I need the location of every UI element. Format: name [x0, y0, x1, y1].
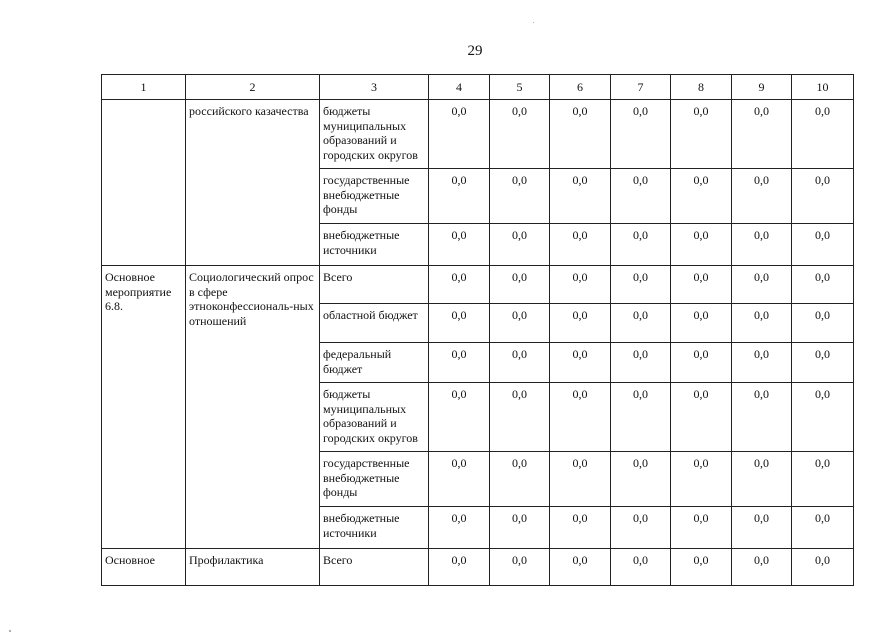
value-cell: 0,0 — [732, 452, 792, 507]
value-cell: 0,0 — [732, 383, 792, 452]
value-cell: 0,0 — [550, 343, 611, 383]
value-cell: 0,0 — [671, 304, 732, 343]
source-cell: Всего — [320, 266, 429, 304]
value-cell: 0,0 — [550, 266, 611, 304]
value-cell: 0,0 — [732, 169, 792, 224]
scan-speck — [533, 22, 534, 23]
value-cell: 0,0 — [671, 507, 732, 549]
value-cell: 0,0 — [732, 343, 792, 383]
header-cell: 6 — [550, 75, 611, 100]
value-cell: 0,0 — [671, 452, 732, 507]
value-cell: 0,0 — [611, 304, 671, 343]
source-cell: бюджеты муниципальных образований и городских округов — [320, 100, 429, 169]
value-cell: 0,0 — [550, 383, 611, 452]
value-cell: 0,0 — [671, 383, 732, 452]
header-cell: 2 — [186, 75, 320, 100]
value-cell: 0,0 — [611, 343, 671, 383]
value-cell: 0,0 — [429, 343, 490, 383]
table-row — [102, 266, 854, 304]
source-cell: федеральный бюджет — [320, 343, 429, 383]
value-cell: 0,0 — [550, 507, 611, 549]
value-cell: 0,0 — [550, 304, 611, 343]
page-number: 29 — [467, 43, 483, 59]
value-cell: 0,0 — [671, 266, 732, 304]
value-cell: 0,0 — [429, 507, 490, 549]
value-cell: 0,0 — [671, 224, 732, 266]
header-cell: 3 — [320, 75, 429, 100]
value-cell: 0,0 — [611, 100, 671, 169]
value-cell: 0,0 — [792, 224, 854, 266]
budget-table — [101, 74, 854, 586]
value-cell: 0,0 — [671, 549, 732, 586]
value-cell: 0,0 — [490, 507, 550, 549]
value-cell: 0,0 — [429, 304, 490, 343]
value-cell: 0,0 — [732, 224, 792, 266]
value-cell: 0,0 — [792, 266, 854, 304]
value-cell: 0,0 — [550, 169, 611, 224]
source-cell: внебюджетные источники — [320, 507, 429, 549]
header-row — [102, 75, 854, 100]
value-cell: 0,0 — [792, 549, 854, 586]
header-cell: 5 — [490, 75, 550, 100]
activity-name-cell: Профилактика — [186, 549, 320, 586]
value-cell: 0,0 — [429, 224, 490, 266]
header-cell: 9 — [732, 75, 792, 100]
source-cell: внебюджетные источники — [320, 224, 429, 266]
header-cell: 7 — [611, 75, 671, 100]
value-cell: 0,0 — [490, 224, 550, 266]
header-cell: 10 — [792, 75, 854, 100]
source-cell: областной бюджет — [320, 304, 429, 343]
value-cell: 0,0 — [429, 100, 490, 169]
value-cell: 0,0 — [792, 343, 854, 383]
value-cell: 0,0 — [792, 507, 854, 549]
value-cell: 0,0 — [550, 549, 611, 586]
value-cell: 0,0 — [490, 452, 550, 507]
value-cell: 0,0 — [671, 343, 732, 383]
value-cell: 0,0 — [429, 549, 490, 586]
value-cell: 0,0 — [611, 169, 671, 224]
value-cell: 0,0 — [490, 100, 550, 169]
scan-speck — [9, 630, 11, 632]
table-row — [102, 549, 854, 586]
value-cell: 0,0 — [732, 100, 792, 169]
value-cell: 0,0 — [611, 383, 671, 452]
header-cell: 4 — [429, 75, 490, 100]
value-cell: 0,0 — [490, 304, 550, 343]
activity-cell: Основное — [102, 549, 186, 586]
value-cell: 0,0 — [490, 549, 550, 586]
value-cell: 0,0 — [429, 383, 490, 452]
value-cell: 0,0 — [611, 507, 671, 549]
source-cell: государственные внебюджетные фонды — [320, 169, 429, 224]
value-cell: 0,0 — [792, 383, 854, 452]
value-cell: 0,0 — [611, 549, 671, 586]
activity-name-cell: Социологический опрос в сфере этноконфессиональ-ных отношений — [186, 266, 320, 549]
value-cell: 0,0 — [490, 169, 550, 224]
header-cell: 8 — [671, 75, 732, 100]
value-cell: 0,0 — [671, 100, 732, 169]
source-cell: бюджеты муниципальных образований и городских округов — [320, 383, 429, 452]
value-cell: 0,0 — [792, 304, 854, 343]
value-cell: 0,0 — [732, 304, 792, 343]
value-cell: 0,0 — [490, 383, 550, 452]
value-cell: 0,0 — [550, 100, 611, 169]
value-cell: 0,0 — [490, 266, 550, 304]
value-cell: 0,0 — [732, 549, 792, 586]
value-cell: 0,0 — [611, 452, 671, 507]
table-row — [102, 100, 854, 169]
value-cell: 0,0 — [671, 169, 732, 224]
value-cell: 0,0 — [792, 452, 854, 507]
value-cell: 0,0 — [611, 224, 671, 266]
activity-cell — [102, 100, 186, 266]
value-cell: 0,0 — [792, 100, 854, 169]
value-cell: 0,0 — [550, 452, 611, 507]
value-cell: 0,0 — [732, 507, 792, 549]
value-cell: 0,0 — [550, 224, 611, 266]
value-cell: 0,0 — [490, 343, 550, 383]
value-cell: 0,0 — [792, 169, 854, 224]
value-cell: 0,0 — [611, 266, 671, 304]
activity-cell: Основное мероприятие 6.8. — [102, 266, 186, 549]
activity-name-cell: российского казачества — [186, 100, 320, 266]
header-cell: 1 — [102, 75, 186, 100]
value-cell: 0,0 — [429, 169, 490, 224]
value-cell: 0,0 — [429, 452, 490, 507]
source-cell: государственные внебюджетные фонды — [320, 452, 429, 507]
value-cell: 0,0 — [429, 266, 490, 304]
value-cell: 0,0 — [732, 266, 792, 304]
source-cell: Всего — [320, 549, 429, 586]
